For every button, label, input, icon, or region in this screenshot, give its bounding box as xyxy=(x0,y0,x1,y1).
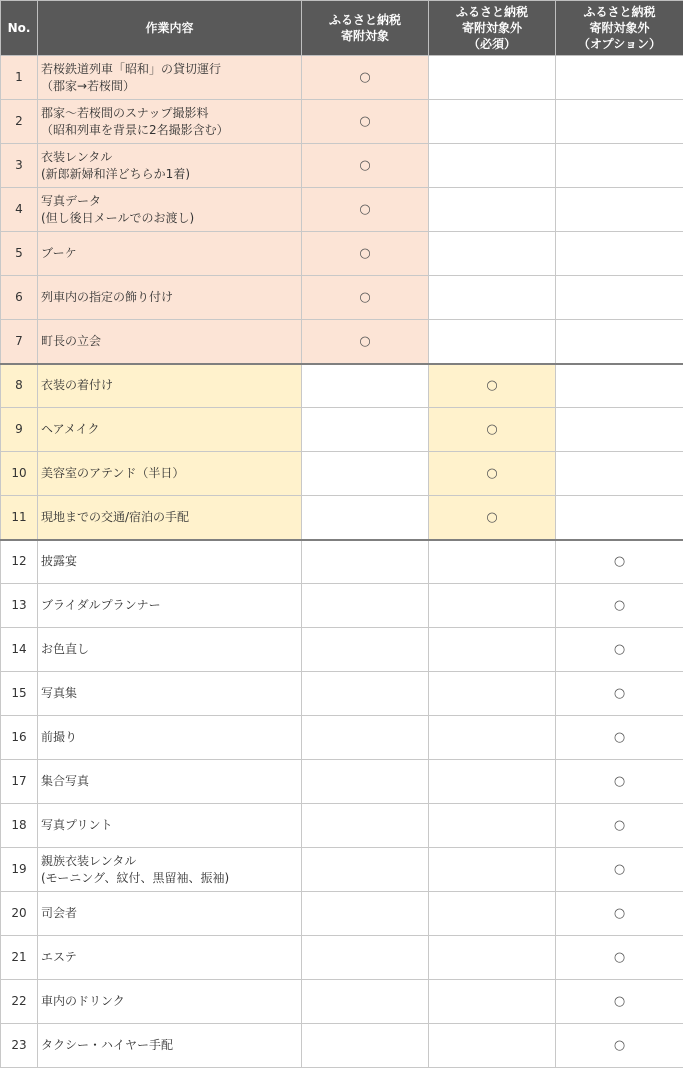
ineligible-required-cell xyxy=(429,584,556,628)
task-line: 衣装レンタル xyxy=(41,149,113,164)
task-line: 若桜鉄道列車「昭和」の貸切運行 xyxy=(41,61,222,76)
task-line: (モーニング、紋付、黒留袖、振袖) xyxy=(41,870,230,885)
task-line: 司会者 xyxy=(41,906,78,920)
task-description xyxy=(38,760,302,804)
circle-mark: ○ xyxy=(486,509,498,525)
task-line: タクシー・ハイヤー手配 xyxy=(41,1038,174,1052)
task-description xyxy=(38,188,302,232)
eligible-cell xyxy=(302,760,429,804)
ineligible-required-cell xyxy=(429,980,556,1024)
table-row xyxy=(1,1024,683,1068)
task-description xyxy=(38,628,302,672)
eligible-cell xyxy=(302,144,429,188)
ineligible-optional-cell xyxy=(556,232,683,276)
task-line: （郡家→若桜間） xyxy=(41,78,136,93)
task-line: ヘアメイク xyxy=(41,422,100,436)
ineligible-optional-cell xyxy=(556,760,683,804)
table-row xyxy=(1,540,683,584)
row-number: 11 xyxy=(1,496,38,540)
row-number: 8 xyxy=(1,364,38,408)
ineligible-optional-cell xyxy=(556,1024,683,1068)
eligible-cell xyxy=(302,364,429,408)
ineligible-required-cell xyxy=(429,804,556,848)
ineligible-optional-cell xyxy=(556,936,683,980)
ineligible-required-cell xyxy=(429,452,556,496)
task-description xyxy=(38,936,302,980)
task-line: 集合写真 xyxy=(41,774,90,788)
circle-mark: ○ xyxy=(359,158,371,173)
task-description xyxy=(38,452,302,496)
eligible-cell xyxy=(302,188,429,232)
task-description xyxy=(38,892,302,936)
eligible-cell xyxy=(302,452,429,496)
ineligible-optional-cell xyxy=(556,628,683,672)
task-line: 現地までの交通/宿泊の手配 xyxy=(41,509,190,524)
task-line: 郡家～若桜間のスナップ撮影料 xyxy=(41,105,209,120)
ineligible-optional-cell xyxy=(556,804,683,848)
row-number: 13 xyxy=(1,584,38,628)
table-row xyxy=(1,100,683,144)
task-description xyxy=(38,672,302,716)
task-line: 列車内の指定の飾り付け xyxy=(41,290,174,304)
task-description xyxy=(38,540,302,584)
table-row xyxy=(1,936,683,980)
circle-mark: ○ xyxy=(613,906,626,921)
circle-mark: ○ xyxy=(486,378,498,394)
header-ineligible-optional: ふるさと納税 寄附対象外 （オプション） xyxy=(556,1,683,56)
row-number: 17 xyxy=(1,760,38,804)
table-row xyxy=(1,232,683,276)
row-number: 2 xyxy=(1,100,38,144)
table-row xyxy=(1,408,683,452)
ineligible-optional-cell xyxy=(556,452,683,496)
circle-mark: ○ xyxy=(359,114,371,129)
table-row xyxy=(1,760,683,804)
task-line: 親族衣装レンタル xyxy=(41,853,137,868)
eligible-cell xyxy=(302,980,429,1024)
task-description xyxy=(38,584,302,628)
ineligible-optional-cell xyxy=(556,892,683,936)
task-line: 車内のドリンク xyxy=(41,994,125,1008)
eligible-cell xyxy=(302,496,429,540)
task-line: 町長の立会 xyxy=(41,333,102,348)
task-description xyxy=(38,100,302,144)
task-description xyxy=(38,980,302,1024)
ineligible-optional-cell xyxy=(556,540,683,584)
task-description xyxy=(38,320,302,364)
circle-mark: ○ xyxy=(359,202,371,217)
ineligible-required-cell xyxy=(429,188,556,232)
task-description xyxy=(38,716,302,760)
row-number: 9 xyxy=(1,408,38,452)
task-line: （昭和列車を背景に2名撮影含む） xyxy=(41,122,229,137)
task-line: 披露宴 xyxy=(41,554,78,569)
row-number: 6 xyxy=(1,276,38,320)
eligible-cell xyxy=(302,276,429,320)
table-row xyxy=(1,276,683,320)
ineligible-optional-cell xyxy=(556,584,683,628)
task-line: 写真データ xyxy=(41,193,102,208)
ineligible-optional-cell xyxy=(556,408,683,452)
ineligible-required-cell xyxy=(429,716,556,760)
table-row xyxy=(1,320,683,364)
task-line: (但し後日メールでのお渡し) xyxy=(41,210,195,225)
circle-mark: ○ xyxy=(486,466,498,481)
ineligible-optional-cell xyxy=(556,672,683,716)
circle-mark: ○ xyxy=(613,1038,626,1053)
row-number: 1 xyxy=(1,56,38,100)
circle-mark: ○ xyxy=(359,246,371,261)
task-line: 美容室のアテンド（半日） xyxy=(41,466,185,480)
ineligible-optional-cell xyxy=(556,100,683,144)
ineligible-optional-cell xyxy=(556,716,683,760)
ineligible-optional-cell xyxy=(556,364,683,408)
task-description xyxy=(38,848,302,892)
table-row xyxy=(1,848,683,892)
ineligible-optional-cell xyxy=(556,320,683,364)
ineligible-required-cell xyxy=(429,232,556,276)
task-line: 写真集 xyxy=(41,686,78,700)
row-number: 20 xyxy=(1,892,38,936)
circle-mark: ○ xyxy=(359,70,371,85)
eligible-cell xyxy=(302,584,429,628)
row-number: 3 xyxy=(1,144,38,188)
ineligible-optional-cell xyxy=(556,188,683,232)
header-ineligible-required: ふるさと納税 寄附対象外 （必須） xyxy=(429,1,556,56)
task-line: エステ xyxy=(41,950,77,964)
table-row xyxy=(1,628,683,672)
eligible-cell xyxy=(302,892,429,936)
task-description xyxy=(38,408,302,452)
table-row xyxy=(1,892,683,936)
ineligible-required-cell xyxy=(429,144,556,188)
task-line: ブーケ xyxy=(41,246,77,260)
eligible-cell xyxy=(302,848,429,892)
table-row xyxy=(1,496,683,540)
task-description xyxy=(38,56,302,100)
ineligible-optional-cell xyxy=(556,56,683,100)
row-number: 21 xyxy=(1,936,38,980)
row-number: 10 xyxy=(1,452,38,496)
ineligible-required-cell xyxy=(429,540,556,584)
eligible-cell xyxy=(302,672,429,716)
circle-mark: ○ xyxy=(613,554,626,570)
task-description xyxy=(38,276,302,320)
circle-mark: ○ xyxy=(359,290,371,305)
eligible-cell xyxy=(302,628,429,672)
table-row xyxy=(1,56,683,100)
table-row xyxy=(1,364,683,408)
ineligible-required-cell xyxy=(429,628,556,672)
row-number: 18 xyxy=(1,804,38,848)
eligible-cell xyxy=(302,540,429,584)
row-number: 7 xyxy=(1,320,38,364)
task-description xyxy=(38,804,302,848)
row-number: 16 xyxy=(1,716,38,760)
eligible-cell xyxy=(302,408,429,452)
task-description xyxy=(38,144,302,188)
ineligible-required-cell xyxy=(429,496,556,540)
header-no: No. xyxy=(1,1,38,56)
header-task: 作業内容 xyxy=(38,1,302,56)
eligible-cell xyxy=(302,936,429,980)
task-description xyxy=(38,364,302,408)
table-row xyxy=(1,452,683,496)
circle-mark: ○ xyxy=(613,730,626,745)
task-line: (新郎新婦和洋どちらか1着) xyxy=(41,166,190,181)
row-number: 23 xyxy=(1,1024,38,1068)
eligible-cell xyxy=(302,804,429,848)
row-number: 22 xyxy=(1,980,38,1024)
circle-mark: ○ xyxy=(613,598,626,613)
ineligible-required-cell xyxy=(429,320,556,364)
row-number: 19 xyxy=(1,848,38,892)
circle-mark: ○ xyxy=(613,862,626,877)
eligible-cell xyxy=(302,232,429,276)
circle-mark: ○ xyxy=(613,950,626,965)
task-line: 写真プリント xyxy=(41,818,113,832)
task-line: 前撮り xyxy=(41,730,78,744)
circle-mark: ○ xyxy=(613,642,626,657)
task-description xyxy=(38,496,302,540)
table-row xyxy=(1,980,683,1024)
ineligible-required-cell xyxy=(429,276,556,320)
row-number: 4 xyxy=(1,188,38,232)
row-number: 15 xyxy=(1,672,38,716)
ineligible-required-cell xyxy=(429,672,556,716)
header-row xyxy=(1,1,683,56)
row-number: 12 xyxy=(1,540,38,584)
row-number: 14 xyxy=(1,628,38,672)
ineligible-required-cell xyxy=(429,848,556,892)
circle-mark: ○ xyxy=(486,422,498,437)
task-line: 衣装の着付け xyxy=(41,378,114,393)
circle-mark: ○ xyxy=(613,686,626,701)
ineligible-required-cell xyxy=(429,936,556,980)
ineligible-optional-cell xyxy=(556,276,683,320)
table-row xyxy=(1,716,683,760)
row-number: 5 xyxy=(1,232,38,276)
table-row xyxy=(1,188,683,232)
task-description xyxy=(38,232,302,276)
ineligible-required-cell xyxy=(429,760,556,804)
circle-mark: ○ xyxy=(613,774,626,789)
table-row xyxy=(1,672,683,716)
table-row xyxy=(1,804,683,848)
circle-mark: ○ xyxy=(613,818,626,833)
ineligible-required-cell xyxy=(429,100,556,144)
eligible-cell xyxy=(302,320,429,364)
ineligible-required-cell xyxy=(429,1024,556,1068)
task-line: お色直し xyxy=(41,642,90,656)
circle-mark: ○ xyxy=(613,994,626,1009)
ineligible-required-cell xyxy=(429,364,556,408)
eligible-cell xyxy=(302,716,429,760)
ineligible-optional-cell xyxy=(556,496,683,540)
header-eligible: ふるさと納税 寄附対象 xyxy=(302,1,429,56)
ineligible-optional-cell xyxy=(556,144,683,188)
ineligible-required-cell xyxy=(429,56,556,100)
eligible-cell xyxy=(302,56,429,100)
task-line: ブライダルプランナー xyxy=(41,598,161,612)
task-description xyxy=(38,1024,302,1068)
circle-mark: ○ xyxy=(359,333,371,349)
table-row xyxy=(1,144,683,188)
ineligible-required-cell xyxy=(429,892,556,936)
eligible-cell xyxy=(302,1024,429,1068)
ineligible-optional-cell xyxy=(556,848,683,892)
ineligible-required-cell xyxy=(429,408,556,452)
table-row xyxy=(1,584,683,628)
eligible-cell xyxy=(302,100,429,144)
ineligible-optional-cell xyxy=(556,980,683,1024)
table-body xyxy=(1,56,683,1068)
